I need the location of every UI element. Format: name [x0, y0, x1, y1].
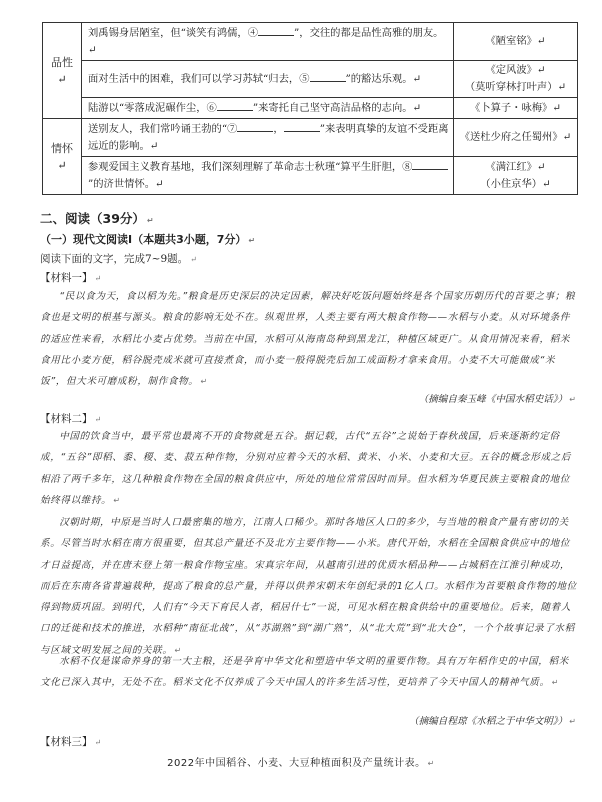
poetry-fill-table [42, 22, 578, 195]
material1-source: （摘编自秦玉峰《中国水稻史话》） ↵ [418, 394, 576, 405]
subsection-heading: （一）现代文阅读Ⅰ（本题共3小题，7分） ↵ [40, 233, 256, 246]
answer-blank[interactable] [237, 120, 273, 132]
answer-blank[interactable] [258, 24, 294, 36]
category-cell: 品性↵ [43, 23, 82, 119]
source-cell: 《陋室铭》↵ [454, 23, 578, 61]
answer-blank[interactable] [217, 99, 253, 111]
material-label: 【材料二】 ↵ [40, 413, 102, 425]
instruction-text: 阅读下面的文字，完成7~9题。 ↵ [40, 253, 197, 265]
table-row [43, 157, 578, 195]
answer-blank[interactable] [412, 158, 448, 170]
content-cell: 刘禹锡身居陋室，但“谈笑有鸿儒，④ ”，交往的都是品性高雅的朋友。↵ [82, 23, 454, 61]
category-cell: 情怀↵ [43, 119, 82, 195]
material2-source: （摘编自程琼《水稻之于中华文明》） ↵ [409, 716, 576, 727]
source-cell: 《定风波》↵ （莫听穿林打叶声）↵ [454, 61, 578, 98]
content-cell: 陆游以“零落成泥碾作尘，⑥ ”来寄托自己坚守高洁品格的志向。↵ [82, 98, 454, 119]
material1-paragraph: “民以食为天，食以稻为先。”粮食是历史深层的决定因素，解决好吃饭问题始终是各个国家历朝历代的首要之事；粮食也是文明的根基与源头。粮食的影响无处不在。纵观世界，人类主要有两大粮食作物——水稻与小麦。从对环境条件的适应性来看，水稻比小麦占优势。当前在中国，水稻可从海南岛种到黑龙江，种植区域更广。从食用情况来看，稻米食用比小麦方便，稻谷脱壳成米就可直接煮食，而小麦一般得脱壳后加工成面粉才拿来食用。小麦不大可能做成“米饭”，但大米可磨成粉，制作食物。 ↵ [40, 291, 576, 388]
source-cell: 《卜算子・咏梅》↵ [454, 98, 578, 119]
material2-paragraph-3: 水稻不仅是谋命养身的第一大主粮，还是孕育中华文化和塑造中华文明的重要作物。具有万年稻作史的中国，稻米文化已深入其中，无处不在。稻米文化不仅养成了今天中国人的许多生活习性，更培养了今天中国人的精神气质。 ↵ [40, 656, 569, 689]
source-cell: 《满江红》↵ （小住京华）↵ [454, 157, 578, 195]
source-cell: 《送杜少府之任蜀州》↵ [454, 119, 578, 157]
material-label: 【材料一】 ↵ [40, 272, 102, 284]
content-cell: 送别友人，我们常吟诵王勃的“⑦ ， ”来表明真挚的友谊不受距离远近的影响。↵ [82, 119, 454, 157]
content-cell: 参观爱国主义教育基地，我们深刻理解了革命志士秋瑾“算平生肝胆，⑧”的济世情怀。↵ [82, 157, 454, 195]
material2-paragraph-2: 汉朝时期，中原是当时人口最密集的地方，江南人口稀少。那时各地区人口的多少，与当地的粮食产量有密切的关系。尽管当时水稻在南方很重要，但其总产量还不及北方主要作物——小米。唐代开始，水稻在全国粮食供应中的地位才日益提高，并在唐末登上第一粮食作物宝座。宋真宗年间，从越南引进的优质水稻品种——占城稻在江淮引种成功，而后在东南各省普遍栽种，提高了粮食的总产量，并得以供养宋朝末年创纪录的1亿人口。水稻作为首要粮食作物的地位得到物质巩固。到明代，人们有“今天下育民人者，稻居什七”一说，可见水稻在粮食供给中的重要地位。后来，随着人口的迁徙和技术的推进，水稻种“南征北战”，从“苏湖熟”到“湖广熟”，从“北大荒”到“北大仓”，一个个故事记录了水稻与区域文明发展之间的关联。 ↵ [40, 517, 577, 656]
answer-blank[interactable] [284, 120, 320, 132]
table-row [43, 23, 578, 61]
table-row [43, 119, 578, 157]
table-caption: 2022年中国稻谷、小麦、大豆种植面积及产量统计表。 ↵ [167, 758, 435, 769]
table-row [43, 61, 578, 98]
answer-blank[interactable] [310, 70, 346, 82]
material-label: 【材料三】 ↵ [40, 736, 102, 748]
content-cell: 面对生活中的困难，我们可以学习苏轼“归去，⑤ ”的豁达乐观。↵ [82, 61, 454, 98]
section-heading: 二、阅读（39分） ↵ [40, 211, 154, 226]
material2-paragraph-1: 中国的饮食当中，最平常也最离不开的食物就是五谷。据记载，古代“五谷”之说始于春秋战国，后来逐渐約定俗成，“五谷”即稻、黍、稷、麦、菽五种作物，分别对应着今天的水稻、黄米、小米、小麦和大豆。五谷的概念形成之后相沿了两千多年，这几种粮食作物在全国的粮食供应中，所处的地位常常因时而异。但水稻为华夏民族主要粮食的地位始终得以维持。 ↵ [40, 431, 572, 506]
table-row [43, 98, 578, 119]
